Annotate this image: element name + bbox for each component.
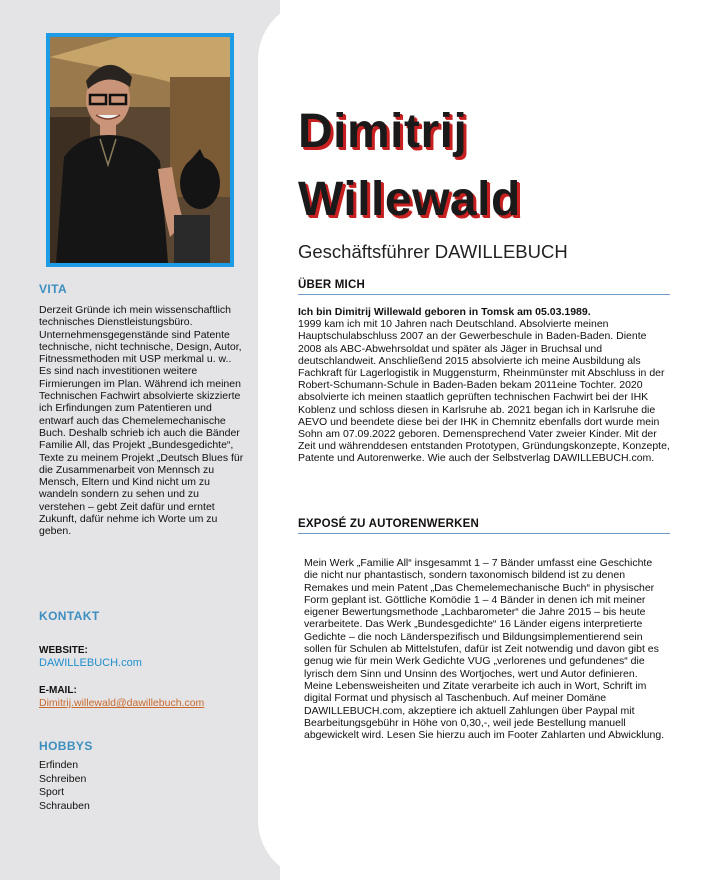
list-item: Schrauben (39, 799, 90, 812)
about-text: 1999 kam ich mit 10 Jahren nach Deutschland. Absolvierte meinen Hauptschulabschluss 2007 an der Gewerbeschule in Baden-Baden. Diente 2008 als ABC-Abwehrsoldat und später als Jäger in Bruchsal und deutschlandweit. Anschließend 2015 absolvierte ich meine Ausbildung als Fachkraft für Lagerlogistik in Muggensturm, Rheinmünster mit Abschluss in der Robert-Schumann-Schule in Baden-Baden bekam 2011eine Tochter. 2020 absolvierte ich meinen staatlich geprüften technischen Fachwirt bei der IHK Koblenz und schloss diesen in Karlsruhe ab. 2021 began ich in Karlsruhe die AEVO und beendete diese bei der IHK in Chemnitz ebenfalls dort wurde mein Sohn am 07.09.2022 geboren. Demensprechend Vater zweier Kinder. Mit der Zeit und währenddesen entstanden Prototypen, Gründungskonzepte, Konzepte, Patente und Autorenwerke. Wie auch der Selbstverlag DAWILLEBUCH.com. (298, 318, 670, 465)
list-item: Sport (39, 786, 65, 798)
list-item: Schreiben (39, 772, 87, 785)
expose-text: Mein Werk „Familie All“ insgesammt 1 – 7 Bänder umfasst eine Geschichte die nicht nur phantastisch, sondern taxonomisch bildend ist zu denen Remakes und mein Patent „Das Chemelemechanische Buch“ in physischer Form geplant ist. Göttliche Komödie 1 – 4 Bänder in denen ich mit meiner eigener Bewertungsmethode „Lachbarometer“ die Jahre 2015 – bis heute verarbeitete. Das Werk „Bundesgedichte“ 16 Länder eigens interpretierte Gedichte – die noch Länderspezifisch und Bildungsimplementierend sein sollen für Schulen ab Mittelstufen, dafür ist Zeit notwendig und davon gibt es genug wie für mein Werk Gedichte VUG „verlorenes und gefundenes“ die lyrisch dem Sinn und Unsinn des Wortjoches, wert und Autor definieren. Meine Lebensweisheiten und Zitate verarbeite ich auch in Wort, Schrift im digital Format und physisch al Taschenbuch. Auf meiner Domäne DAWILLEBUCH.com, akzeptiere ich aktuell Zahlungen über Paypal mit Bearbeitungsgebühr in Höhe von 0,30,-, weil jede Bestellung manuell abgewickelt wird. Lesen Sie hierzu auch im Footer Zahlarten und Abwicklung. (304, 557, 665, 742)
profile-photo (46, 33, 234, 267)
vita-text: Derzeit Gründe ich mein wissenschaftlich technisches Dienstleistungsbüro. Unternehmensgegenstände sind Patente technische, nicht technische, Design, Autor, Fitnessmethoden mit USP merkmal u. w.. Es sind nach investitionen weitere Firmierungen im Plan. Während ich meinen Technischen Fachwirt absolvierte skizzierte ich Erfindungen zum Patentieren und entwarf auch das Chemelemechanische Buch. Deshalb schrieb ich auch die Bänder Familie All, das Projekt „Bundesgedichte“, Texte zu meinem Projekt „Deutsch Blues für die Zusammenarbeit von Mennsch zu Mensch, Eltern und Kind nicht um zu wandeln sondern zu sehen und zu verstehen – gebt Zeit dafür und erntet Zukunft, dafür nehme ich Worte um zu geben. (39, 304, 244, 538)
about-heading: ÜBER MICH (298, 279, 670, 295)
website-label: WEBSITE: (39, 645, 88, 656)
about-lead: Ich bin Dimitrij Willewald geboren in Tomsk am 05.03.1989. (298, 306, 591, 318)
last-name: Willewald (298, 173, 521, 226)
email-link[interactable]: Dimitrij.willewald@dawillebuch.com (39, 697, 205, 709)
contact-heading: KONTAKT (39, 609, 100, 623)
expose-heading: EXPOSÉ ZU AUTORENWERKEN (298, 518, 670, 534)
hobby-list (39, 759, 90, 813)
first-name: Dimitrij (298, 105, 468, 158)
about-section (298, 306, 670, 465)
vita-heading: VITA (39, 282, 68, 296)
profile-photo-illustration (50, 37, 230, 263)
hobbies-heading: HOBBYS (39, 739, 93, 753)
website-link[interactable]: DAWILLEBUCH.com (39, 657, 142, 669)
list-item: Erfinden (39, 759, 79, 771)
email-label: E-MAIL: (39, 685, 77, 696)
job-title: Geschäftsführer DAWILLEBUCH (298, 241, 568, 262)
